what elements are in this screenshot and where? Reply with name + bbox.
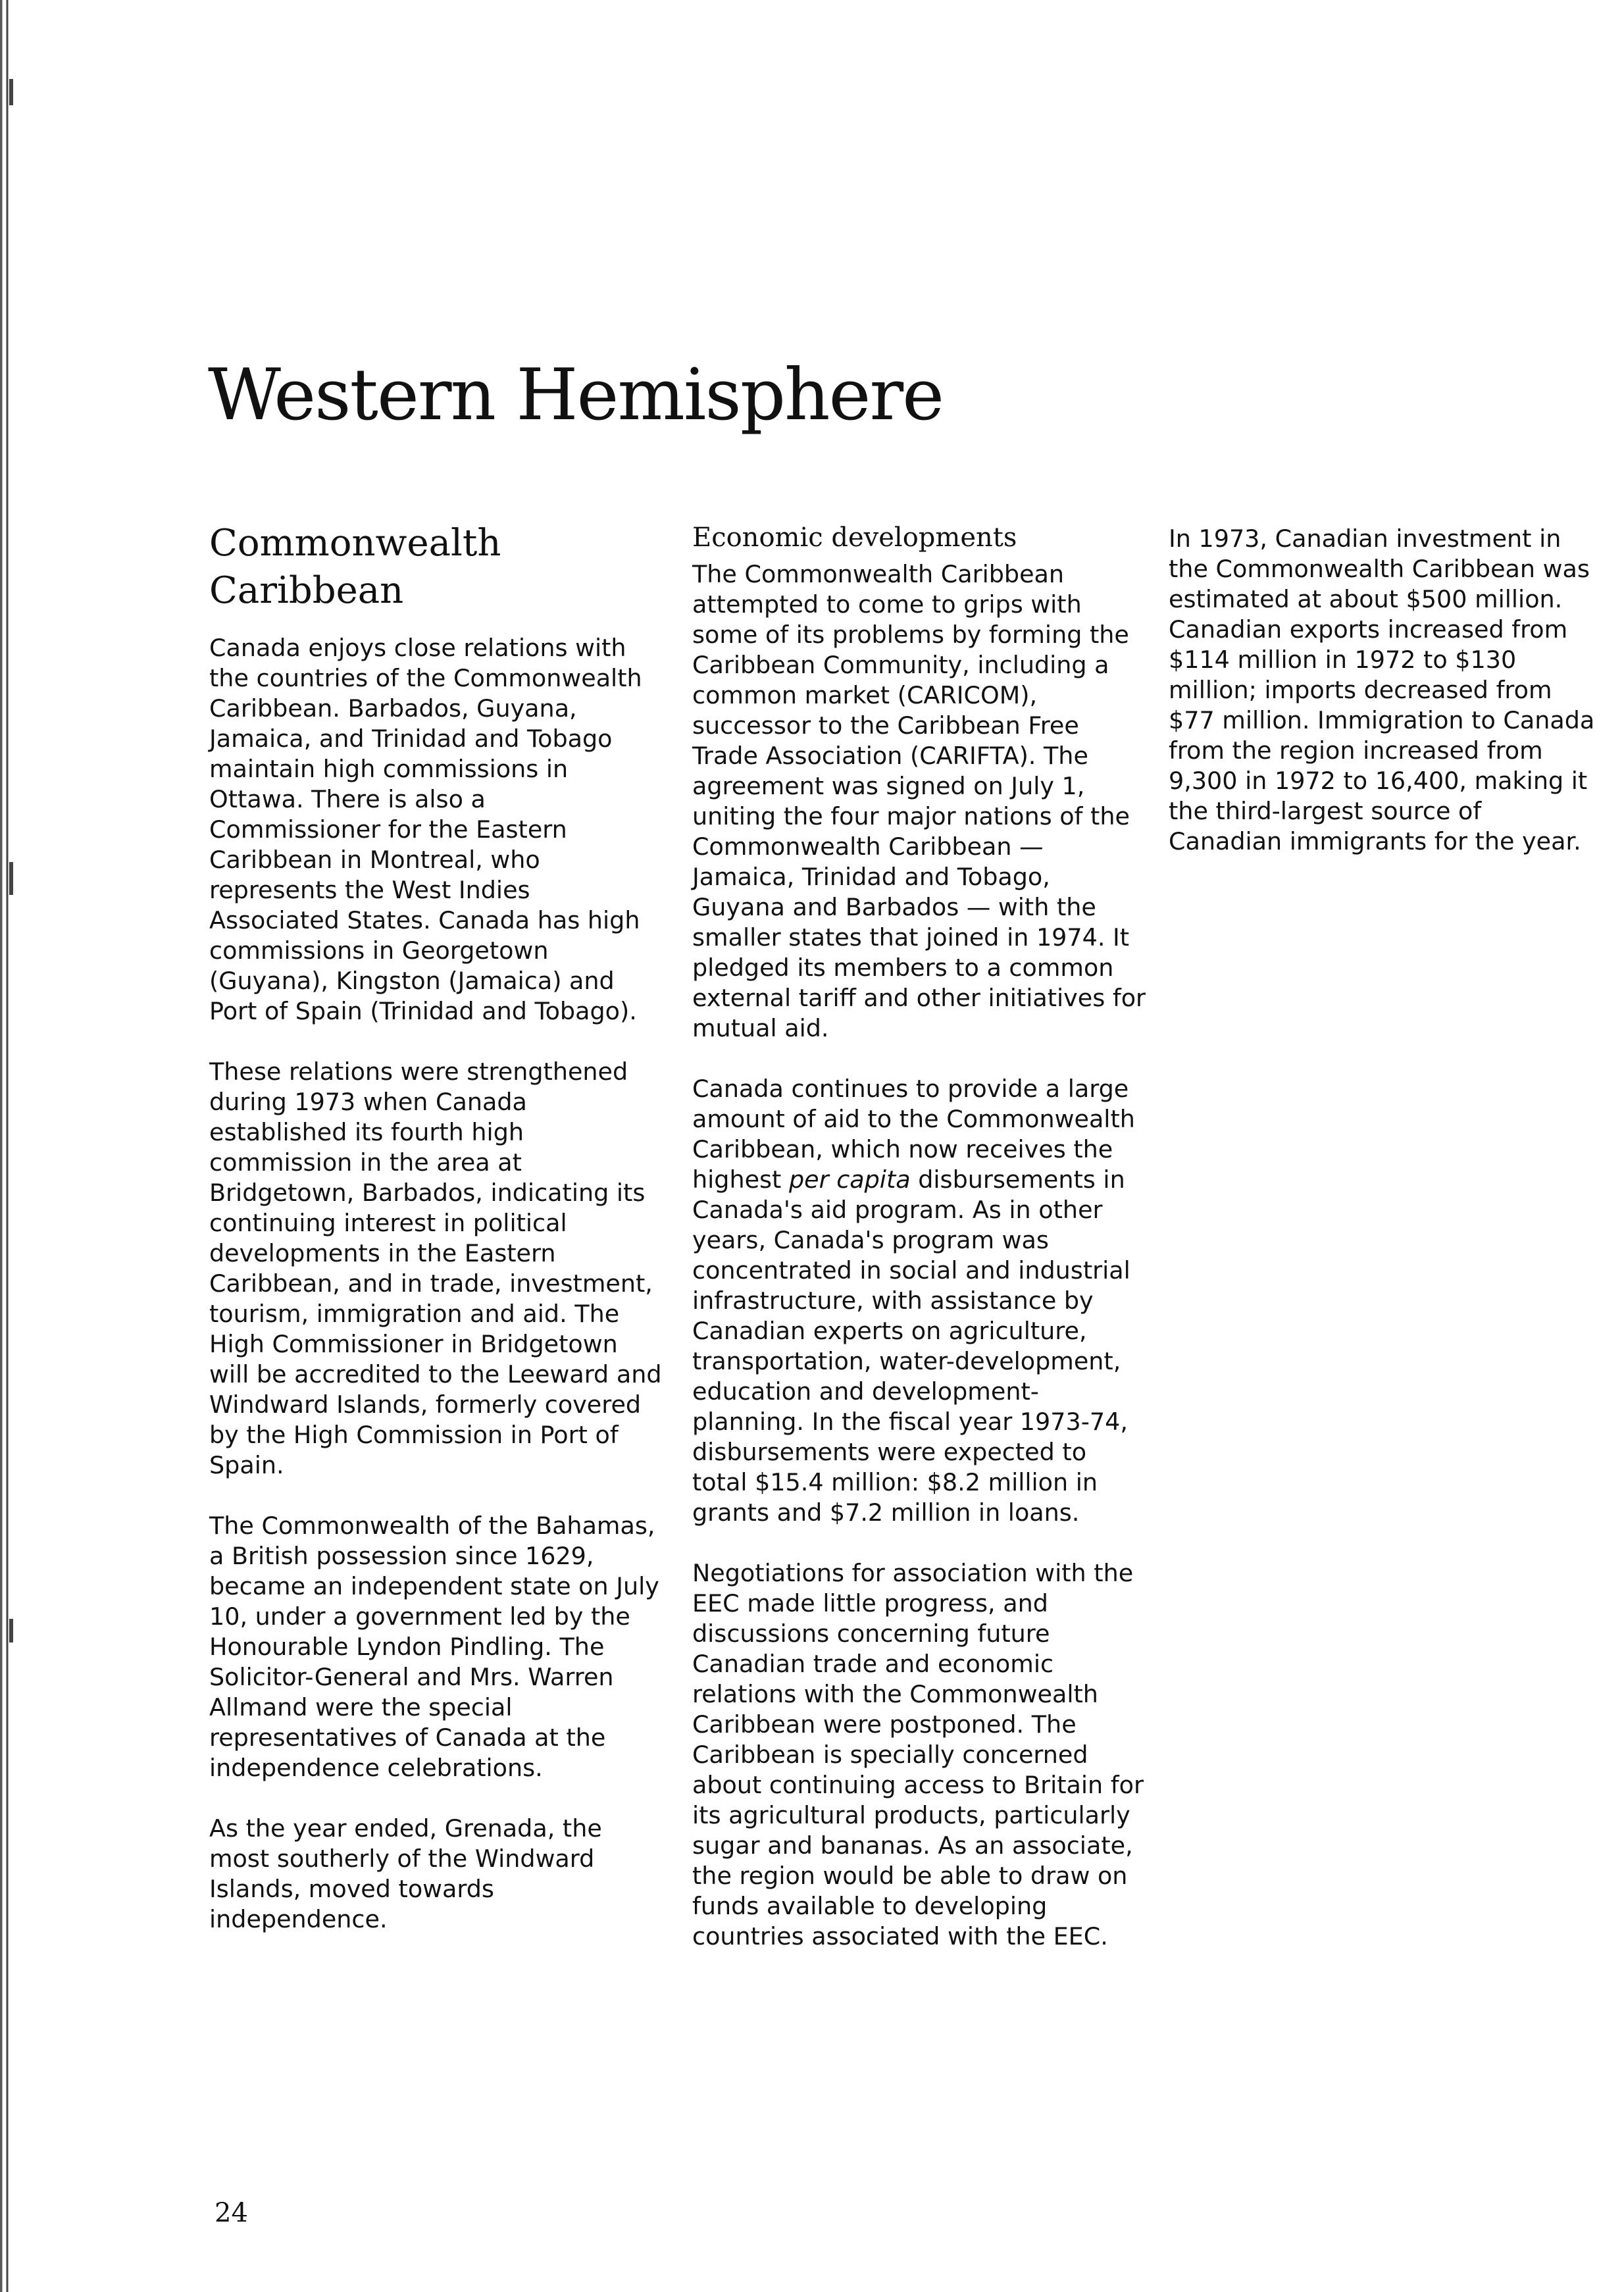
- paragraph-aid-part-2: disbursements in Canada's aid program. As in other years, Canada's program was concentrated in social and industrial infrastructure, with assistance by Canadian experts on agriculture, transportation, water-development, education and development-planning. In the fiscal year 1973-74, disbursements were expected to total $15.4 million: $8.2 million in grants and $7.2 million in loans.: [692, 1165, 1130, 1527]
- binding-edge: [0, 0, 17, 2292]
- paragraph-aid-emphasis: per capita: [788, 1165, 911, 1194]
- column-commonwealth-caribbean: [209, 520, 663, 1965]
- paragraph-eec-negotiations: Negotiations for association with the EEC made little progress, and discussions concerning future Canadian trade and economic relations with the Commonwealth Caribbean were postponed. The Caribbean is specially concerned about continuing access to Britain for its agricultural products, particularly sugar and bananas. As an associate, the region would be able to draw on funds available to developing countries associated with the EEC.: [692, 1559, 1144, 1950]
- page-number: 24: [215, 2198, 248, 2228]
- paragraph-bridgetown: These relations were strengthened during 1973 when Canada established its fourth high commission in the area at Bridgetown, Barbados, indicating its continuing interest in political developments in the Eastern Caribbean, and in trade, investment, tourism, immigration and aid. The High Commissioner in Bridgetown will be accredited to the Leeward and Windward Islands, formerly covered by the High Commission in Port of Spain.: [209, 1057, 662, 1479]
- paragraph-aid: [692, 1074, 1146, 1528]
- section-heading-line-1: Commonwealth: [209, 522, 501, 565]
- paragraph-grenada: As the year ended, Grenada, the most southerly of the Windward Islands, moved towards independence.: [209, 1814, 602, 1933]
- subheading-economic-developments: Economic developments: [692, 522, 1017, 553]
- paragraph-relations: Canada enjoys close relations with the countries of the Commonwealth Caribbean. Barbados, Guyana, Jamaica, and Trinidad and Tobago maintain high commissions in Ottawa. There is also a Commissioner for the Eastern Caribbean in Montreal, who represents the West Indies Associated States. Canada has high commissions in Georgetown (Guyana), Kingston (Jamaica) and Port of Spain (Trinidad and Tobago).: [209, 634, 642, 1025]
- column-economic-developments: [692, 520, 1146, 1982]
- paragraph-bahamas: The Commonwealth of the Bahamas, a British possession since 1629, became an independent state on July 10, under a government led by the Honourable Lyndon Pindling. The Solicitor-General and Mrs. Warren Allmand were the special representatives of Canada at the independence celebrations.: [209, 1512, 659, 1782]
- section-heading-line-2: Caribbean: [209, 569, 404, 612]
- section-heading: [209, 520, 663, 615]
- column-investment: [1169, 524, 1596, 887]
- page-title: Western Hemisphere: [208, 354, 943, 436]
- binding-mark: [9, 1619, 13, 1643]
- paragraph-aid-part-1: Canada continues to provide a large amount of aid to the Commonwealth Caribbean, which now receives the highest: [692, 1075, 1135, 1194]
- paragraph-investment: In 1973, Canadian investment in the Commonwealth Caribbean was estimated at about $500 million. Canadian exports increased from $114 million in 1972 to $130 million; imports decreased from $77 million. Immigration to Canada from the region increased from 9,300 in 1972 to 16,400, making it the third-largest source of Canadian immigrants for the year.: [1169, 524, 1595, 855]
- binding-mark: [9, 79, 13, 105]
- binding-mark: [9, 862, 13, 895]
- paragraph-caricom: The Commonwealth Caribbean attempted to come to grips with some of its problems by forming the Caribbean Community, including a common market (CARICOM), successor to the Caribbean Free Trade Association (CARIFTA). The agreement was signed on July 1, uniting the four major nations of the Commonwealth Caribbean — Jamaica, Trinidad and Tobago, Guyana and Barbados — with the smaller states that joined in 1974. It pledged its members to a common external tariff and other initiatives for mutual aid.: [692, 560, 1146, 1042]
